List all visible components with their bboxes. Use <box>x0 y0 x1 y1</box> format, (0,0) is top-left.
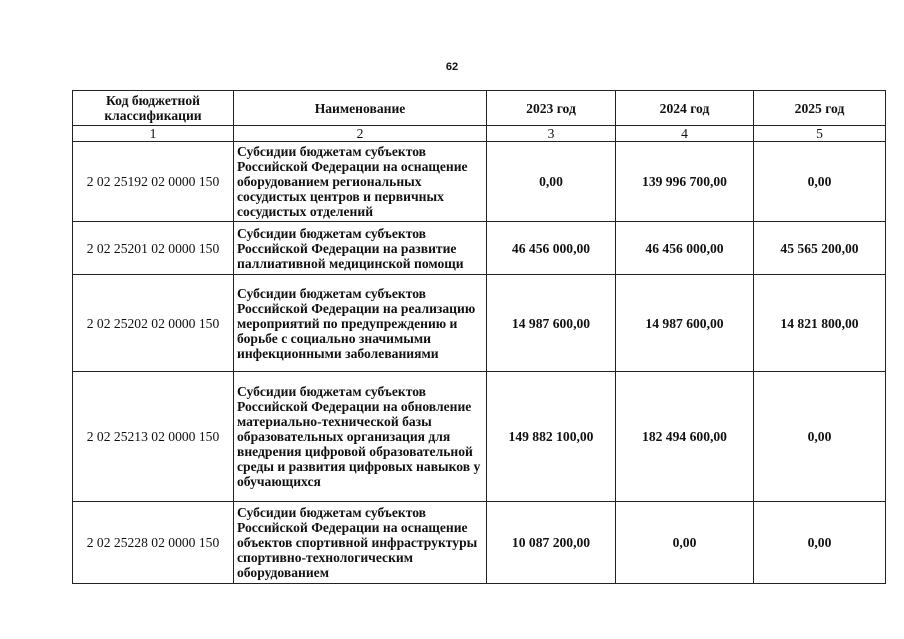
table-row <box>73 275 886 372</box>
row-2024: 14 987 600,00 <box>616 275 754 372</box>
column-number: 5 <box>754 126 886 142</box>
column-number: 1 <box>73 126 234 142</box>
row-name: Субсидии бюджетам субъектов Российской Федерации на оснащение объектов спортивной инфраструктуры спортивно-технологическим оборудованием <box>234 502 487 584</box>
row-2025: 45 565 200,00 <box>754 222 886 275</box>
row-2024: 182 494 600,00 <box>616 372 754 502</box>
row-2025: 0,00 <box>754 372 886 502</box>
header-code: Код бюджетной классификации <box>73 91 234 126</box>
row-name: Субсидии бюджетам субъектов Российской Федерации на развитие паллиативной медицинской помощи <box>234 222 487 275</box>
column-number: 3 <box>487 126 616 142</box>
row-2023: 46 456 000,00 <box>487 222 616 275</box>
row-2025: 14 821 800,00 <box>754 275 886 372</box>
row-2024: 0,00 <box>616 502 754 584</box>
header-name: Наименование <box>234 91 487 126</box>
table-row <box>73 222 886 275</box>
row-code: 2 02 25202 02 0000 150 <box>73 275 234 372</box>
table-row <box>73 502 886 584</box>
table-row <box>73 142 886 222</box>
column-number: 4 <box>616 126 754 142</box>
page-number: 62 <box>445 61 459 73</box>
row-code: 2 02 25192 02 0000 150 <box>73 142 234 222</box>
header-2023: 2023 год <box>487 91 616 126</box>
header-2025: 2025 год <box>754 91 886 126</box>
row-2023: 149 882 100,00 <box>487 372 616 502</box>
row-2025: 0,00 <box>754 142 886 222</box>
table-row <box>73 372 886 502</box>
row-2024: 46 456 000,00 <box>616 222 754 275</box>
budget-table <box>72 90 886 584</box>
column-number-row <box>73 126 886 142</box>
row-code: 2 02 25213 02 0000 150 <box>73 372 234 502</box>
row-2024: 139 996 700,00 <box>616 142 754 222</box>
header-2024: 2024 год <box>616 91 754 126</box>
row-code: 2 02 25201 02 0000 150 <box>73 222 234 275</box>
row-name: Субсидии бюджетам субъектов Российской Федерации на оснащение оборудованием региональных сосудистых центров и первичных сосудистых отделений <box>234 142 487 222</box>
row-name: Субсидии бюджетам субъектов Российской Федерации на реализацию мероприятий по предупреждению и борьбе с социально значимыми инфекционными заболеваниями <box>234 275 487 372</box>
column-number: 2 <box>234 126 487 142</box>
header-row <box>73 91 886 126</box>
row-2025: 0,00 <box>754 502 886 584</box>
row-name: Субсидии бюджетам субъектов Российской Федерации на обновление материально-технической базы образовательных организация для внедрения цифровой образовательной среды и развития цифровых навыков у обучающихся <box>234 372 487 502</box>
row-code: 2 02 25228 02 0000 150 <box>73 502 234 584</box>
row-2023: 0,00 <box>487 142 616 222</box>
row-2023: 14 987 600,00 <box>487 275 616 372</box>
row-2023: 10 087 200,00 <box>487 502 616 584</box>
